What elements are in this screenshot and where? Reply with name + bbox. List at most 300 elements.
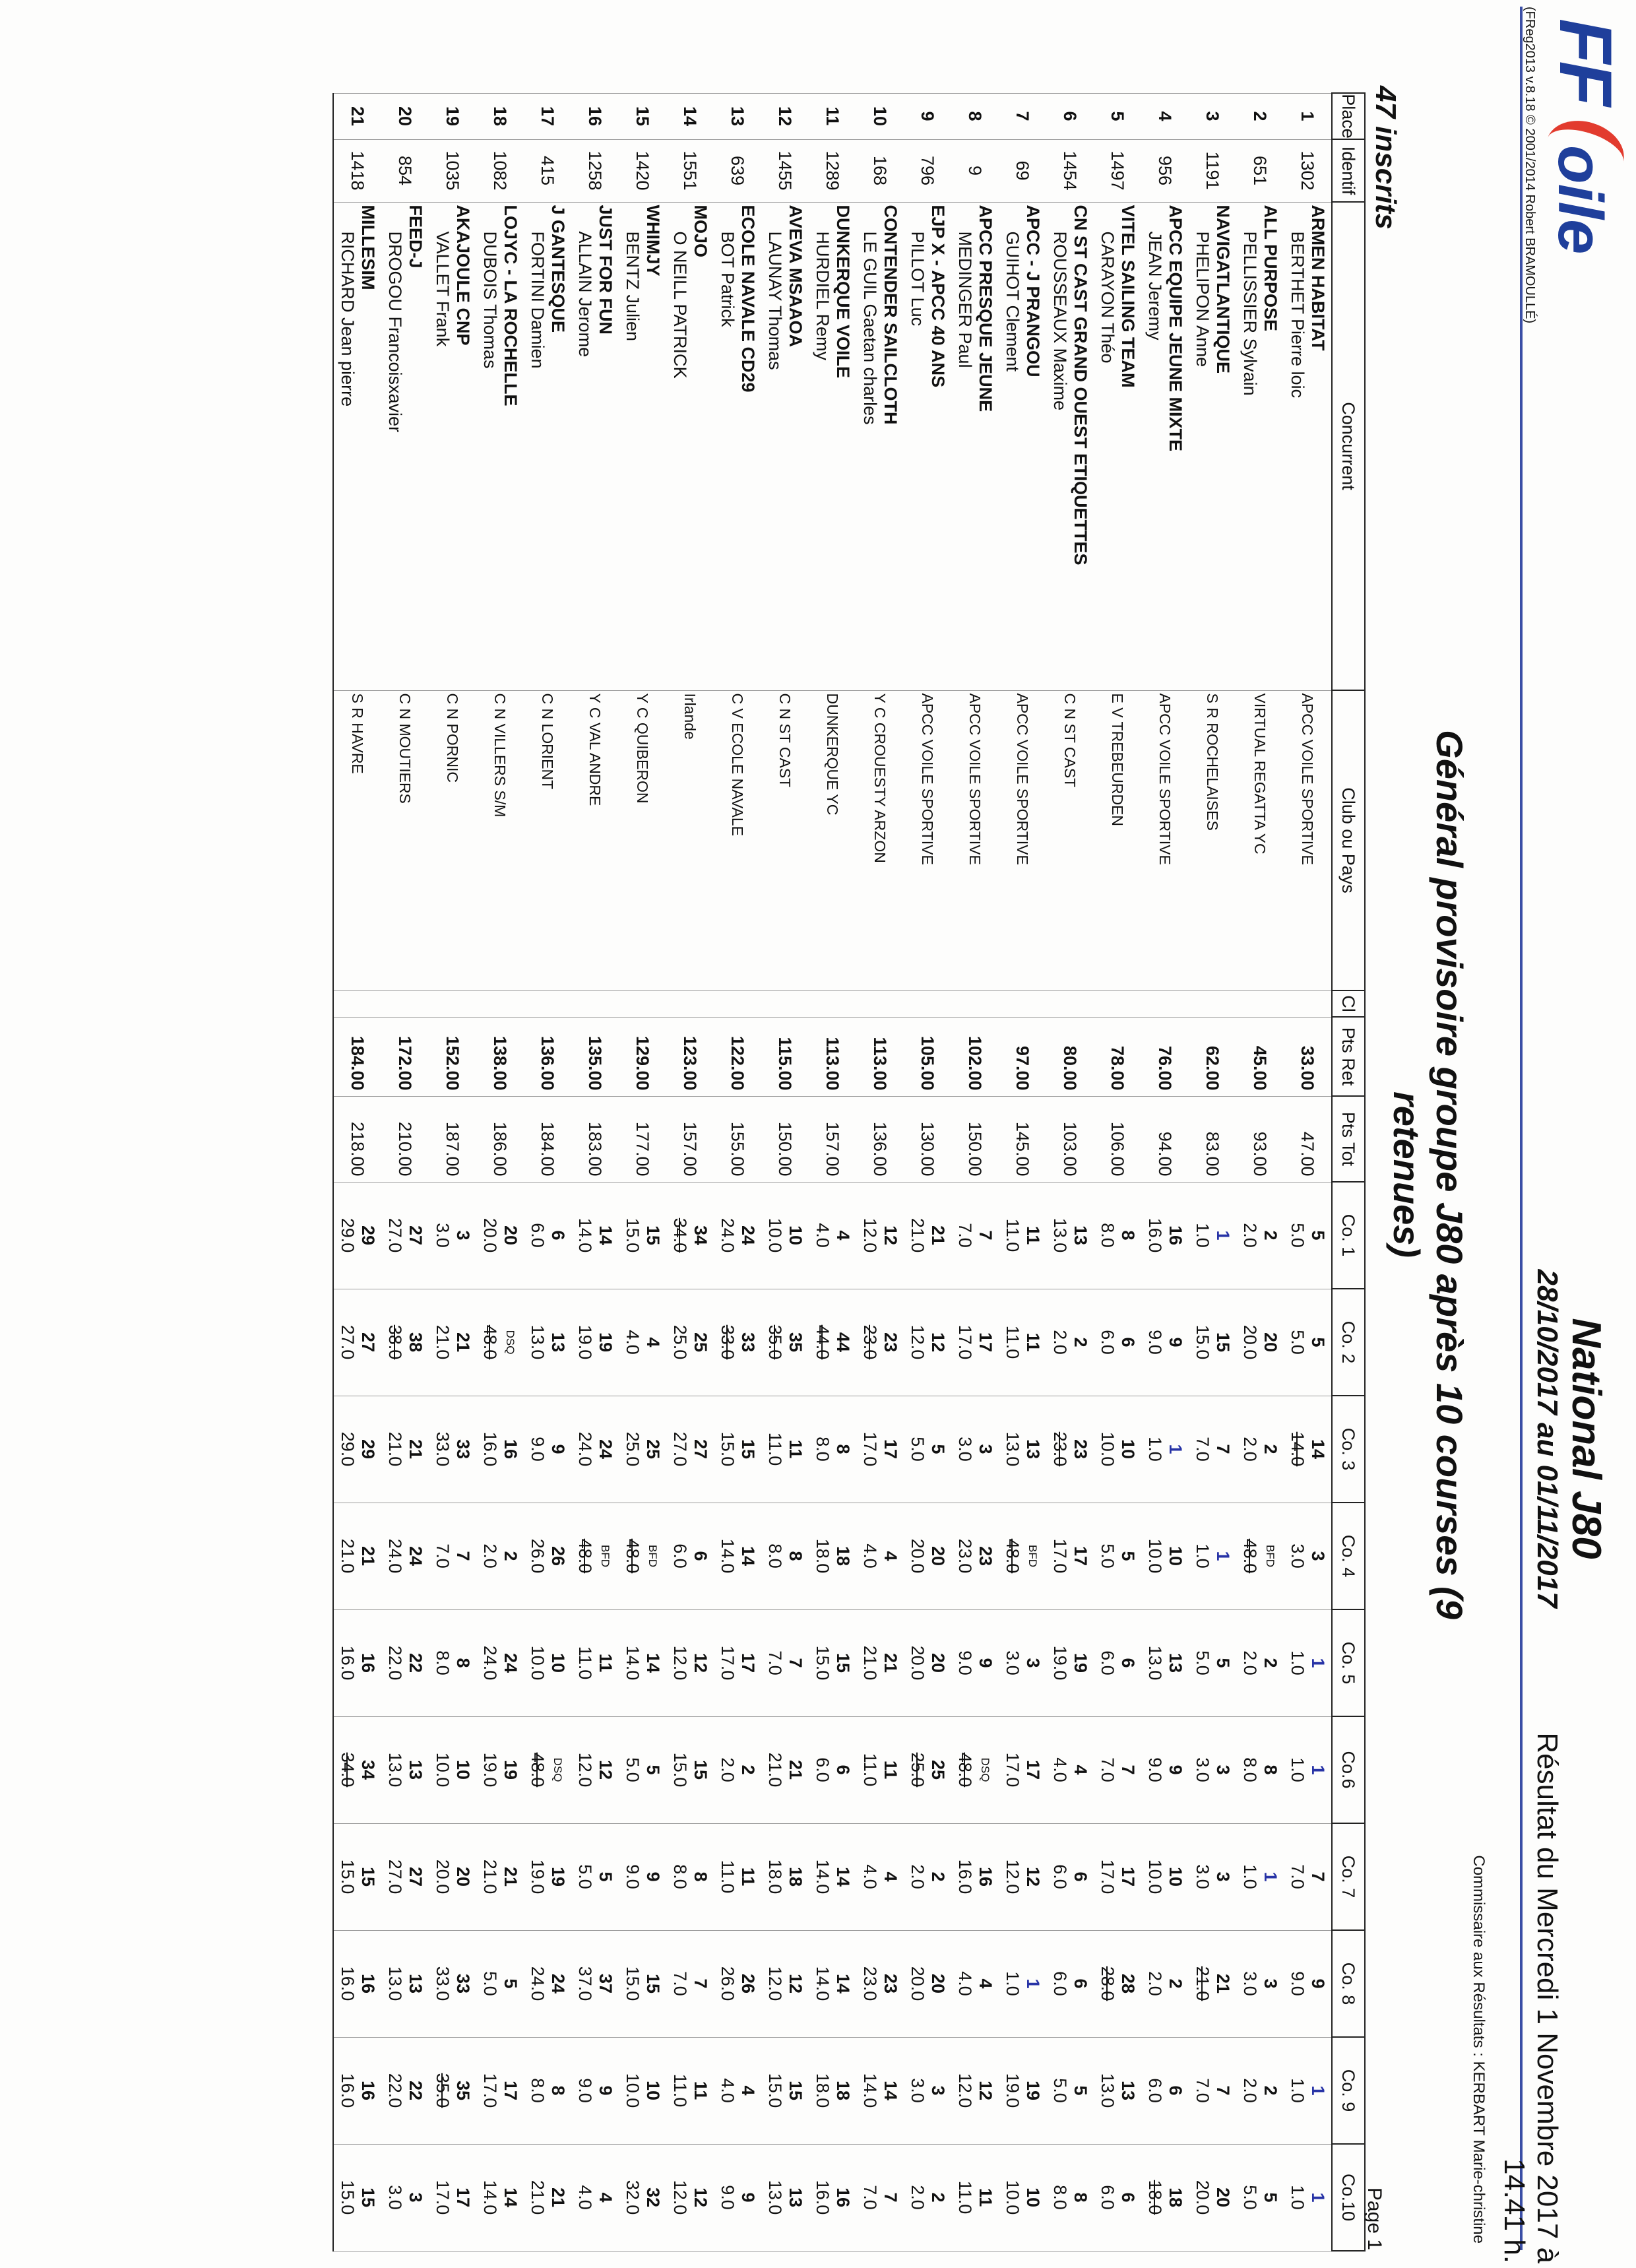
boat-name: AVEVA MSAAOA: [786, 205, 805, 348]
race-points: 9.0: [1145, 1330, 1165, 1355]
race-points: 14.0: [575, 1217, 595, 1253]
competitor-cell: [999, 202, 1046, 690]
race-7-cell: [761, 1823, 809, 1930]
race-rank: 11: [1023, 1225, 1043, 1245]
race-points: 7.0: [433, 1543, 453, 1569]
race-rank: 8: [1261, 1765, 1280, 1775]
race-6-cell: [809, 1716, 856, 1823]
race-points: 11.0: [1003, 1218, 1022, 1252]
skipper-name: FORTINI Damien: [528, 231, 548, 369]
race-7-cell: [714, 1823, 761, 1930]
race-points: 10.0: [623, 2073, 643, 2108]
place-cell: 15: [619, 93, 666, 139]
race-points: 19.0: [575, 1324, 595, 1360]
race-rank: 4: [596, 2192, 615, 2203]
race-points: 9.0: [623, 1864, 643, 1889]
col-pts-ret: Pts Ret: [1332, 1017, 1365, 1096]
race-points: 20.0: [1193, 2180, 1212, 2215]
identif-cell: 69: [999, 139, 1046, 202]
race-3-cell: [856, 1396, 904, 1503]
pts-ret-cell: 136.00: [524, 1017, 571, 1096]
race-points: 12.0: [670, 2180, 690, 2215]
race-rank: 1: [1308, 2085, 1328, 2096]
race-rank: 15: [691, 1759, 710, 1780]
col-race-1: Co. 1: [1332, 1182, 1365, 1289]
race-rank: 27: [406, 1866, 425, 1887]
cl-cell: [571, 990, 619, 1017]
race-2-cell: [1046, 1289, 1094, 1396]
race-rank: 10: [453, 1759, 473, 1780]
race-points: 8.0: [1240, 1757, 1260, 1782]
race-points: 19.0: [480, 1752, 500, 1788]
competitor-cell: [761, 202, 809, 690]
race-rank: 6: [548, 1230, 568, 1241]
race-points: 20.0: [433, 1859, 453, 1895]
race-3-cell: [619, 1396, 666, 1503]
race-rank: 5: [928, 1444, 948, 1454]
race-points: 11.0: [955, 2180, 975, 2215]
race-rank: 4: [976, 1978, 995, 1989]
club-cell: C N PORNIC: [429, 690, 476, 990]
race-3-cell: [381, 1396, 429, 1503]
race-points: 11.0: [670, 2073, 690, 2108]
race-rank: 3: [1213, 1765, 1233, 1775]
race-rank: 1: [1166, 1444, 1185, 1454]
place-cell: 19: [429, 93, 476, 139]
identif-cell: 651: [1236, 139, 1284, 202]
race-points: 14.0: [860, 2073, 880, 2108]
table-row: [571, 93, 619, 2251]
race-rank: 14: [833, 1973, 853, 1994]
race-rank: 17: [453, 2187, 473, 2208]
result-timestamp: Résultat du Mercredi 1 Novembre 2017 à 14.41 h.: [1498, 1732, 1563, 2263]
race-rank: 16: [358, 2080, 378, 2101]
race-rank: 12: [1023, 1866, 1043, 1887]
race-rank: 11: [1023, 1332, 1043, 1352]
race-9-cell: [333, 2037, 381, 2144]
race-rank: 2: [928, 2192, 948, 2203]
race-rank: 3: [453, 1230, 473, 1241]
pts-ret-cell: 76.00: [1141, 1017, 1189, 1096]
race-rank: DSQ: [551, 1757, 564, 1782]
race-points: 2.0: [908, 1864, 928, 1889]
race-rank: 2: [738, 1765, 758, 1775]
race-points: 13.0: [385, 1966, 405, 2001]
race-points: 27.0: [670, 1431, 690, 1467]
pts-tot-cell: 94.00: [1141, 1096, 1189, 1182]
race-rank: 8: [786, 1551, 805, 1561]
race-7-cell: [951, 1823, 999, 1930]
race-points: 8.0: [1050, 2185, 1070, 2210]
club-cell: DUNKERQUE YC: [809, 690, 856, 990]
race-8-cell: [1284, 1930, 1332, 2037]
race-9-cell: [1141, 2037, 1189, 2144]
table-header-row: [1332, 93, 1365, 2251]
race-rank: 13: [406, 1759, 425, 1780]
race-rank: 27: [406, 1225, 425, 1246]
logo-voile-text: oile: [1545, 145, 1616, 255]
race-points: 2.0: [1240, 1223, 1260, 1248]
skipper-name: PELLISSIER Sylvain: [1240, 231, 1260, 396]
race-points: 13.0: [1145, 1645, 1165, 1681]
race-2-cell: [619, 1289, 666, 1396]
identif-cell: 1289: [809, 139, 856, 202]
table-row: [1236, 93, 1284, 2251]
cl-cell: [1094, 990, 1141, 1017]
race-rank: 20: [928, 1545, 948, 1567]
race-7-cell: [571, 1823, 619, 1930]
race-rank: 14: [1308, 1439, 1328, 1460]
race-rank: 8: [1071, 2192, 1090, 2203]
club-cell: C N VILLERS S/M: [476, 690, 524, 990]
pts-tot-cell: 210.00: [381, 1096, 429, 1182]
race-points: 17.0: [433, 2180, 453, 2215]
identif-cell: 956: [1141, 139, 1189, 202]
race-points: 3.0: [955, 1437, 975, 1462]
race-points: 19.0: [528, 1859, 548, 1895]
place-cell: 4: [1141, 93, 1189, 139]
race-rank: 5: [643, 1765, 663, 1775]
cl-cell: [1236, 990, 1284, 1017]
pts-ret-cell: 172.00: [381, 1017, 429, 1096]
identif-cell: 1418: [333, 139, 381, 202]
race-points: 17.0: [860, 1431, 880, 1467]
race-rank: 5: [1118, 1551, 1138, 1561]
identif-cell: 854: [381, 139, 429, 202]
race-points: 12.0: [765, 1966, 785, 2001]
race-rank: 13: [1023, 1439, 1043, 1460]
race-rank: 19: [596, 1332, 615, 1353]
race-8-cell: [333, 1930, 381, 2037]
race-9-cell: [1236, 2037, 1284, 2144]
race-points: 21.0: [385, 1431, 405, 1467]
race-rank: 9: [1166, 1337, 1185, 1347]
race-3-cell: [1141, 1396, 1189, 1503]
race-2-cell: [714, 1289, 761, 1396]
race-rank: 18: [1166, 2187, 1185, 2208]
race-points: 25.0: [908, 1752, 928, 1788]
race-rank: 11: [786, 1439, 805, 1459]
race-rank: 9: [976, 1658, 995, 1668]
race-points: 18.0: [765, 1859, 785, 1895]
race-8-cell: [524, 1930, 571, 2037]
race-rank: 1: [1308, 1658, 1328, 1668]
race-points: 2.0: [718, 1757, 738, 1782]
race-6-cell: [476, 1716, 524, 1823]
race-rank: 2: [1071, 1337, 1090, 1347]
identif-cell: 1302: [1284, 139, 1332, 202]
race-rank: 21: [1213, 1973, 1233, 1994]
race-rank: 20: [501, 1225, 520, 1246]
race-points: 5.0: [1193, 1650, 1212, 1675]
race-points: 6.0: [1145, 2078, 1165, 2103]
pts-tot-cell: 177.00: [619, 1096, 666, 1182]
race-points: 15.0: [623, 1217, 643, 1253]
race-10-cell: [1094, 2144, 1141, 2251]
race-2-cell: [1189, 1289, 1236, 1396]
skipper-name: RICHARD Jean pierre: [338, 231, 358, 407]
cl-cell: [761, 990, 809, 1017]
race-points: 15.0: [765, 2073, 785, 2108]
pts-ret-cell: 113.00: [856, 1017, 904, 1096]
pts-ret-cell: 97.00: [999, 1017, 1046, 1096]
race-points: 4.0: [955, 1971, 975, 1996]
race-5-cell: [333, 1609, 381, 1716]
race-2-cell: [524, 1289, 571, 1396]
race-rank: 8: [548, 2085, 568, 2096]
race-rank: 34: [358, 1759, 378, 1780]
race-3-cell: [809, 1396, 856, 1503]
race-points: 12.0: [955, 2073, 975, 2108]
race-9-cell: [761, 2037, 809, 2144]
race-points: 11.0: [765, 1432, 785, 1466]
race-rank: 18: [833, 1545, 853, 1567]
race-9-cell: [1189, 2037, 1236, 2144]
race-points: 5.0: [1288, 1330, 1307, 1355]
boat-name: LOJYC - LA ROCHELLE: [501, 205, 520, 406]
race-rank: DSQ: [979, 1757, 991, 1782]
skipper-name: BENTZ Julien: [623, 231, 643, 342]
race-points: 5.0: [1098, 1543, 1117, 1569]
race-points: 22.0: [385, 1645, 405, 1681]
race-5-cell: [1141, 1609, 1189, 1716]
race-8-cell: [476, 1930, 524, 2037]
race-4-cell: [714, 1503, 761, 1609]
pts-ret-cell: 129.00: [619, 1017, 666, 1096]
race-rank: 3: [928, 2085, 948, 2096]
cl-cell: [619, 990, 666, 1017]
race-rank: 2: [1261, 1658, 1280, 1668]
race-5-cell: [904, 1609, 951, 1716]
race-rank: 7: [453, 1551, 473, 1561]
race-5-cell: [809, 1609, 856, 1716]
table-row: [714, 93, 761, 2251]
race-points: 48.0: [1003, 1538, 1022, 1574]
cl-cell: [381, 990, 429, 1017]
race-2-cell: [476, 1289, 524, 1396]
skipper-name: MEDINGER Paul: [955, 231, 975, 368]
race-points: 48.0: [623, 1538, 643, 1574]
race-rank: 15: [358, 1866, 378, 1887]
race-2-cell: [809, 1289, 856, 1396]
race-rank: 15: [833, 1652, 853, 1673]
race-rank: 20: [1261, 1332, 1280, 1353]
race-9-cell: [1284, 2037, 1332, 2144]
race-rank: 13: [786, 2187, 805, 2208]
identif-cell: 1035: [429, 139, 476, 202]
race-rank: 20: [928, 1652, 948, 1673]
pts-ret-cell: 113.00: [809, 1017, 856, 1096]
race-points: 16.0: [1145, 1217, 1165, 1253]
race-points: 2.0: [1240, 2078, 1260, 2103]
race-rank: 21: [358, 1545, 378, 1567]
race-8-cell: [429, 1930, 476, 2037]
race-rank: 3: [976, 1444, 995, 1454]
race-points: 26.0: [528, 1538, 548, 1574]
race-rank: 18: [786, 1866, 805, 1887]
pts-tot-cell: 186.00: [476, 1096, 524, 1182]
race-points: 5.0: [1288, 1223, 1307, 1248]
race-rank: 13: [1071, 1225, 1090, 1246]
race-points: 27.0: [385, 1217, 405, 1253]
race-10-cell: [1046, 2144, 1094, 2251]
race-3-cell: [524, 1396, 571, 1503]
skipper-name: PHELIPON Anne: [1193, 231, 1212, 368]
race-2-cell: [333, 1289, 381, 1396]
race-points: 26.0: [718, 1966, 738, 2001]
race-points: 10.0: [1145, 1538, 1165, 1574]
identif-cell: 168: [856, 139, 904, 202]
race-9-cell: [856, 2037, 904, 2144]
pts-ret-cell: 80.00: [1046, 1017, 1094, 1096]
race-5-cell: [761, 1609, 809, 1716]
race-points: 9.0: [575, 2078, 595, 2103]
col-race-10: Co.10: [1332, 2144, 1365, 2251]
race-points: 14.0: [1288, 1431, 1307, 1467]
competitor-cell: [476, 202, 524, 690]
skipper-name: O NEILL PATRICK: [670, 231, 690, 379]
skipper-name: BOT Patrick: [718, 231, 738, 327]
race-3-cell: [951, 1396, 999, 1503]
identif-cell: 415: [524, 139, 571, 202]
race-points: 21.0: [528, 2180, 548, 2215]
race-rank: 7: [1118, 1765, 1138, 1775]
race-rank: 11: [738, 1867, 758, 1887]
skipper-name: HURDIEL Remy: [813, 231, 833, 361]
race-3-cell: [1046, 1396, 1094, 1503]
race-points: 14.0: [813, 1966, 833, 2001]
club-cell: S R ROCHELAISES: [1189, 690, 1236, 990]
club-cell: Y C VAL ANDRE: [571, 690, 619, 990]
race-points: 11.0: [860, 1753, 880, 1787]
race-points: 4.0: [1050, 1757, 1070, 1782]
race-points: 1.0: [1240, 1864, 1260, 1889]
race-points: 19.0: [1050, 1645, 1070, 1681]
competitor-cell: [1094, 202, 1141, 690]
race-2-cell: [429, 1289, 476, 1396]
race-rank: 24: [596, 1439, 615, 1460]
race-10-cell: [524, 2144, 571, 2251]
race-10-cell: [904, 2144, 951, 2251]
pts-ret-cell: 78.00: [1094, 1017, 1141, 1096]
competitor-cell: [333, 202, 381, 690]
race-points: 7.0: [765, 1650, 785, 1675]
race-points: 15.0: [338, 1859, 358, 1895]
table-row: [1094, 93, 1141, 2251]
identif-cell: 1455: [761, 139, 809, 202]
race-rank: 14: [881, 2080, 900, 2101]
race-points: 13.0: [765, 2180, 785, 2215]
race-4-cell: [476, 1503, 524, 1609]
race-5-cell: [1094, 1609, 1141, 1716]
boat-name: DUNKERQUE VOILE: [833, 205, 853, 379]
race-points: 18.0: [813, 2073, 833, 2108]
race-rank: 15: [643, 1225, 663, 1246]
race-rank: BFD: [599, 1545, 612, 1567]
table-row: [761, 93, 809, 2251]
race-points: 34.0: [670, 1217, 690, 1253]
race-rank: 4: [643, 1337, 663, 1347]
cl-cell: [1046, 990, 1094, 1017]
competitor-cell: [619, 202, 666, 690]
race-points: 1.0: [1288, 2078, 1307, 2103]
race-rank: 21: [548, 2187, 568, 2208]
race-1-cell: [1094, 1182, 1141, 1289]
race-2-cell: [761, 1289, 809, 1396]
competitor-cell: [571, 202, 619, 690]
race-8-cell: [761, 1930, 809, 2037]
race-points: 6.0: [670, 1543, 690, 1569]
identif-cell: 9: [951, 139, 999, 202]
race-7-cell: [1141, 1823, 1189, 1930]
race-points: 13.0: [528, 1324, 548, 1360]
race-4-cell: [1284, 1503, 1332, 1609]
race-rank: 21: [406, 1439, 425, 1460]
boat-name: ARMEN HABITAT: [1308, 205, 1328, 351]
race-points: 21.0: [1193, 1966, 1212, 2001]
skipper-name: CARAYON Théo: [1098, 231, 1117, 364]
race-points: 17.0: [480, 2073, 500, 2108]
race-rank: 12: [928, 1332, 948, 1353]
race-3-cell: [761, 1396, 809, 1503]
cl-cell: [714, 990, 761, 1017]
race-rank: 5: [1308, 1337, 1328, 1347]
race-3-cell: [429, 1396, 476, 1503]
race-9-cell: [619, 2037, 666, 2144]
race-3-cell: [666, 1396, 714, 1503]
race-3-cell: [571, 1396, 619, 1503]
race-points: 6.0: [1050, 1971, 1070, 1996]
pts-tot-cell: 93.00: [1236, 1096, 1284, 1182]
race-5-cell: [381, 1609, 429, 1716]
race-9-cell: [999, 2037, 1046, 2144]
pts-ret-cell: 105.00: [904, 1017, 951, 1096]
table-row: [856, 93, 904, 2251]
boat-name: APCC PRESQUE JEUNE: [976, 205, 995, 412]
race-points: 1.0: [1003, 1971, 1022, 1996]
race-9-cell: [1046, 2037, 1094, 2144]
race-6-cell: [333, 1716, 381, 1823]
race-rank: 20: [928, 1973, 948, 1994]
table-row: [524, 93, 571, 2251]
race-points: 37.0: [575, 1966, 595, 2001]
race-7-cell: [476, 1823, 524, 1930]
race-points: 18.0: [813, 1538, 833, 1574]
race-points: 14.0: [623, 1645, 643, 1681]
race-5-cell: [524, 1609, 571, 1716]
race-1-cell: [429, 1182, 476, 1289]
race-points: 2.0: [908, 2185, 928, 2210]
race-points: 10.0: [528, 1645, 548, 1681]
table-row: [951, 93, 999, 2251]
race-rank: 5: [1071, 2085, 1090, 2096]
race-7-cell: [999, 1823, 1046, 1930]
race-points: 23.0: [860, 1324, 880, 1360]
race-rank: 19: [501, 1759, 520, 1780]
race-6-cell: [1046, 1716, 1094, 1823]
race-rank: 10: [1166, 1545, 1185, 1567]
race-points: 1.0: [1288, 2185, 1307, 2210]
race-points: 33.0: [433, 1966, 453, 2001]
race-rank: 27: [358, 1332, 378, 1353]
race-4-cell: [999, 1503, 1046, 1609]
race-rank: 27: [691, 1439, 710, 1460]
club-cell: Y C QUIBERON: [619, 690, 666, 990]
race-points: 3.0: [1288, 1543, 1307, 1569]
boat-name: NAVIGATLANTIQUE: [1213, 205, 1233, 373]
boat-name: CONTENDER SAILCLOTH: [881, 205, 900, 425]
race-rank: 2: [1261, 1444, 1280, 1454]
